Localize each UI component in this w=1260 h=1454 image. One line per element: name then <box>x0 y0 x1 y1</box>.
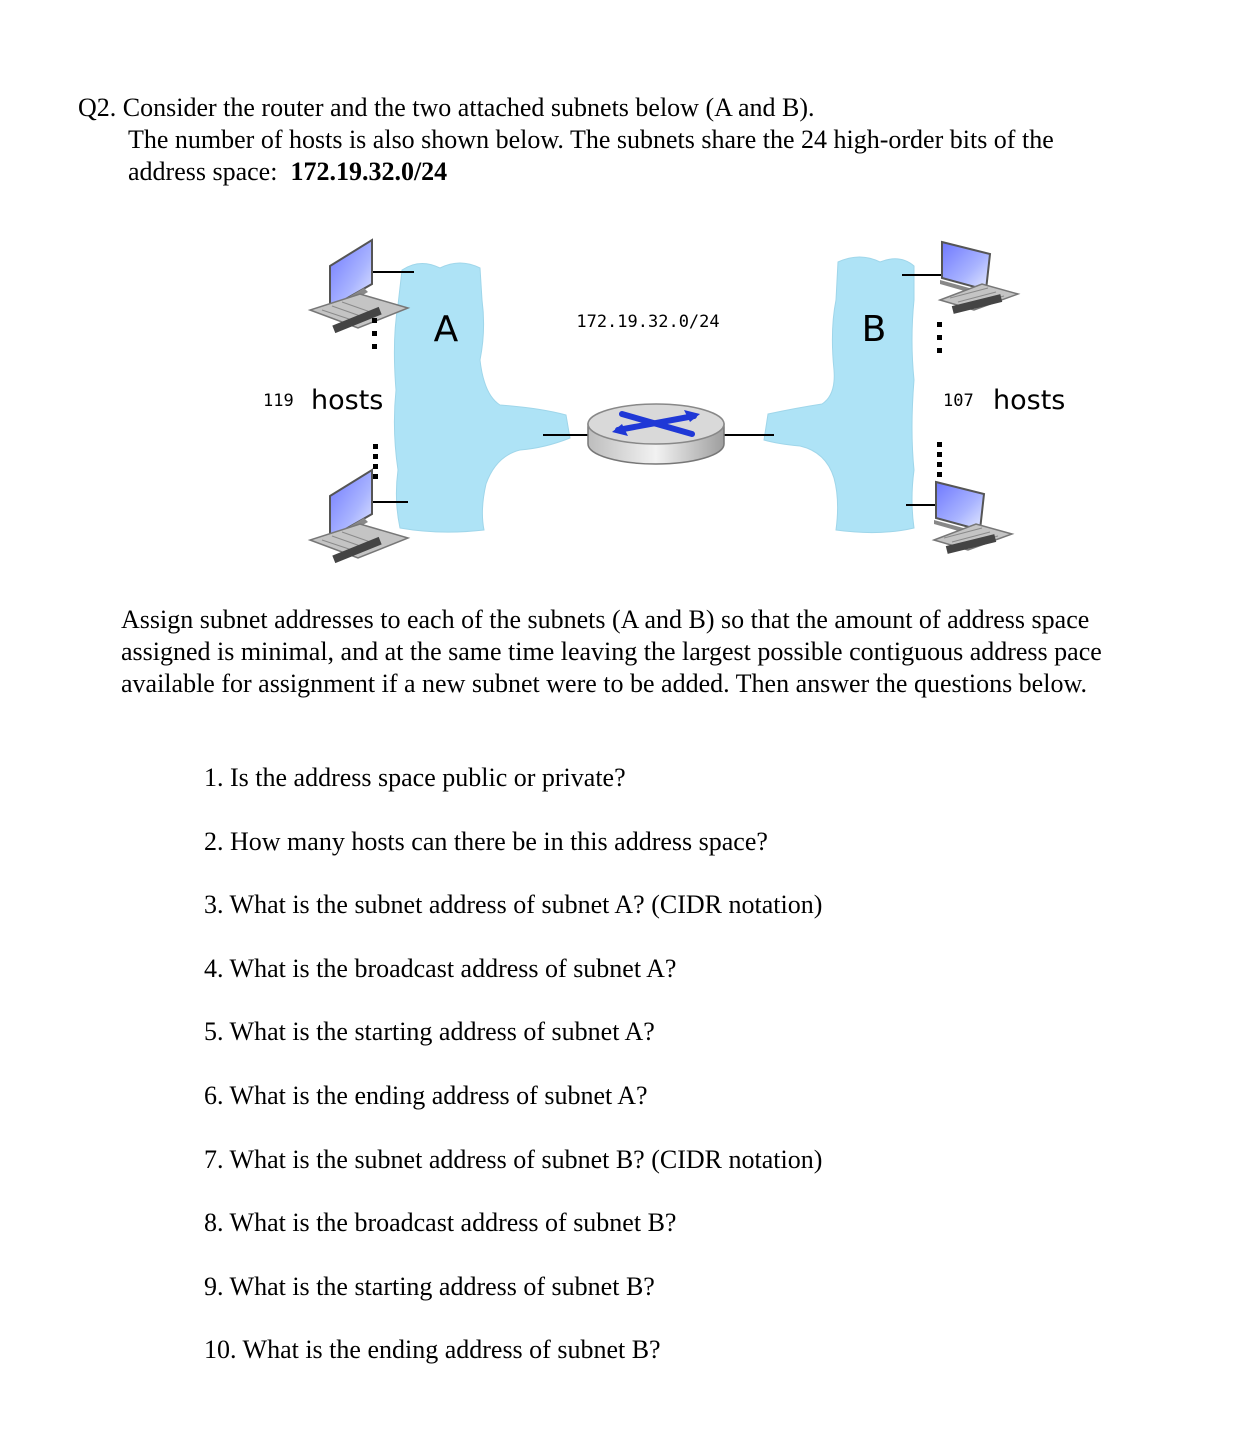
question-list <box>204 762 822 1398</box>
question-item: 2. How many hosts can there be in this address space? <box>204 826 768 856</box>
question-item: 9. What is the starting address of subnet B? <box>204 1271 655 1301</box>
router-icon <box>588 404 724 464</box>
subnet-b-label: B <box>861 309 887 350</box>
network-diagram <box>0 0 1260 600</box>
computer-icon-b1 <box>940 242 1018 314</box>
question-label: Q2. <box>78 93 117 122</box>
subnet-a-cloud <box>394 263 570 532</box>
question-line-1: Consider the router and the two attached subnets below (A and B). <box>122 93 815 122</box>
ellipsis-dots-a-top <box>372 318 377 349</box>
subnet-a-host-count: 119 <box>263 391 294 411</box>
computer-icon-a1 <box>310 240 408 333</box>
instructions-paragraph: Assign subnet addresses to each of the subnets (A and B) so that the amount of address space assigned is minimal, and at the same time leaving the largest possible contiguous address pace available for assignment if a new subnet were to be added. Then answer the questions below. <box>121 605 1102 698</box>
computer-icon-a2 <box>310 470 408 563</box>
subnet-a-hosts-word: hosts <box>311 385 384 416</box>
address-space-prefix: address space: <box>128 157 278 186</box>
question-item: 1. Is the address space public or private? <box>204 763 626 792</box>
question-item: 7. What is the subnet address of subnet B? (CIDR notation) <box>204 1144 823 1174</box>
computer-icon-b2 <box>934 482 1012 554</box>
question-item: 4. What is the broadcast address of subnet A? <box>204 953 677 983</box>
subnet-a-label: A <box>433 309 459 350</box>
subnet-b-host-count: 107 <box>943 391 974 411</box>
address-space-value: 172.19.32.0/24 <box>290 157 448 186</box>
question-item: 3. What is the subnet address of subnet A? (CIDR notation) <box>204 890 823 920</box>
question-item: 6. What is the ending address of subnet A? <box>204 1080 648 1110</box>
ellipsis-dots-b-top <box>937 322 942 353</box>
ellipsis-dots-a-bottom <box>373 444 378 479</box>
subnet-b-hosts-word: hosts <box>993 385 1066 416</box>
subnet-b-cloud <box>764 257 914 533</box>
question-item: 5. What is the starting address of subnet A? <box>204 1017 655 1047</box>
question-item: 10. What is the ending address of subnet B? <box>204 1335 661 1365</box>
network-address-label: 172.19.32.0/24 <box>576 312 720 332</box>
question-item: 8. What is the broadcast address of subnet B? <box>204 1208 677 1238</box>
ellipsis-dots-b-bottom <box>937 442 942 477</box>
question-line-2: The number of hosts is also shown below. The subnets share the 24 high-order bits of the <box>128 125 1054 154</box>
